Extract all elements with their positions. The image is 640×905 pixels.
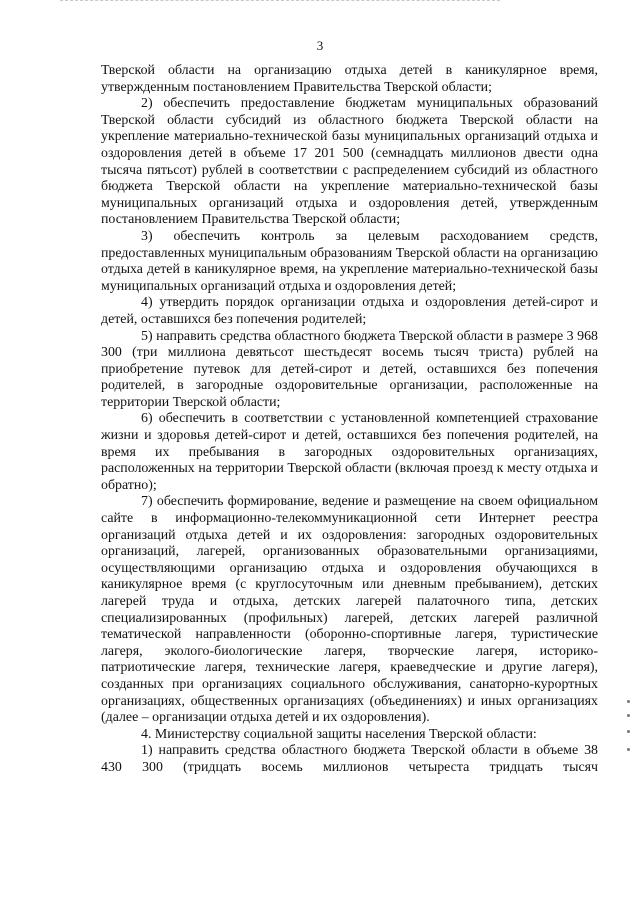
scan-edge-artifact <box>60 0 500 3</box>
paragraph-item-7: 7) обеспечить формирование, ведение и размещение на своем официальном сайте в информационно-телекоммуникационной сети Интернет реестра организаций отдыха детей и их оздоровления: загородных оздоровительных организаций, лагерей, организованных образовательными организациями, осуществляющими организацию отдыха и оздоровления обучающихся в каникулярное время (с круглосуточным или дневным пребыванием), детских лагерей труда и отдыха, детских лагерей палаточного типа, детских специализированных (профильных) лагерей, детских лагерей различной тематической направленности (оборонно-спортивные лагеря, туристические лагеря, эколого-биологические лагеря, творческие лагеря, историко-патриотические лагеря, технические лагеря, краеведческие и другие лагеря), созданных при организациях социального обслуживания, санаторно-курортных организациях, общественных организациях (объединениях) и иных организациях (далее – организации отдыха детей и их оздоровления). <box>101 494 598 726</box>
paragraph-item-3: 3) обеспечить контроль за целевым расходованием средств, предоставленных муниципальным образованиям Тверской области на организацию отдыха детей в каникулярное время, на укрепление материально-технической базы муниципальных организаций отдыха и оздоровления детей; <box>101 228 598 294</box>
document-body <box>101 63 598 777</box>
paragraph-section-4-item-1: 1) направить средства областного бюджета Тверской области в объеме 38 430 300 (тридцать восемь миллионов четыреста тридцать тысяч <box>101 743 598 775</box>
paragraph-item-4: 4) утвердить порядок организации отдыха и оздоровления детей-сирот и детей, оставшихся без попечения родителей; <box>101 295 598 327</box>
paragraph-section-4: 4. Министерству социальной защиты населения Тверской области: <box>141 726 537 742</box>
paragraph-item-6: 6) обеспечить в соответствии с установленной компетенцией страхование жизни и здоровья детей-сирот и детей, оставшихся без попечения родителей, на время их пребывания в загородных оздоровительных организациях, расположенных на территории Тверской области (включая проезд к месту отдыха и обратно); <box>101 411 598 493</box>
paragraph-item-2: 2) обеспечить предоставление бюджетам муниципальных образований Тверской области субсидий из областного бюджета Тверской области на укрепление материально-технической базы муниципальных организаций отдыха и оздоровления детей в объеме 17 201 500 (семнадцать миллионов двести одна тысяча пятьсот) рублей в соответствии с распределением субсидий из областного бюджета Тверской области на укрепление материально-технической базы муниципальных организаций отдыха и оздоровления детей, утвержденным постановлением Правительства Тверской области; <box>101 96 598 228</box>
page-number: 3 <box>316 38 324 53</box>
scan-margin-marks <box>627 700 631 760</box>
paragraph-continuation: Тверской области на организацию отдыха детей в каникулярное время, утвержденным постановлением Правительства Тверской области; <box>101 63 598 95</box>
paragraph-item-5: 5) направить средства областного бюджета Тверской области в размере 3 968 300 (три миллиона девятьсот шестьдесят восемь тысяч триста) рублей на приобретение путевок для детей-сирот и детей, оставшихся без попечения родителей, в загородные оздоровительные организации, расположенные на территории Тверской области; <box>101 328 598 410</box>
